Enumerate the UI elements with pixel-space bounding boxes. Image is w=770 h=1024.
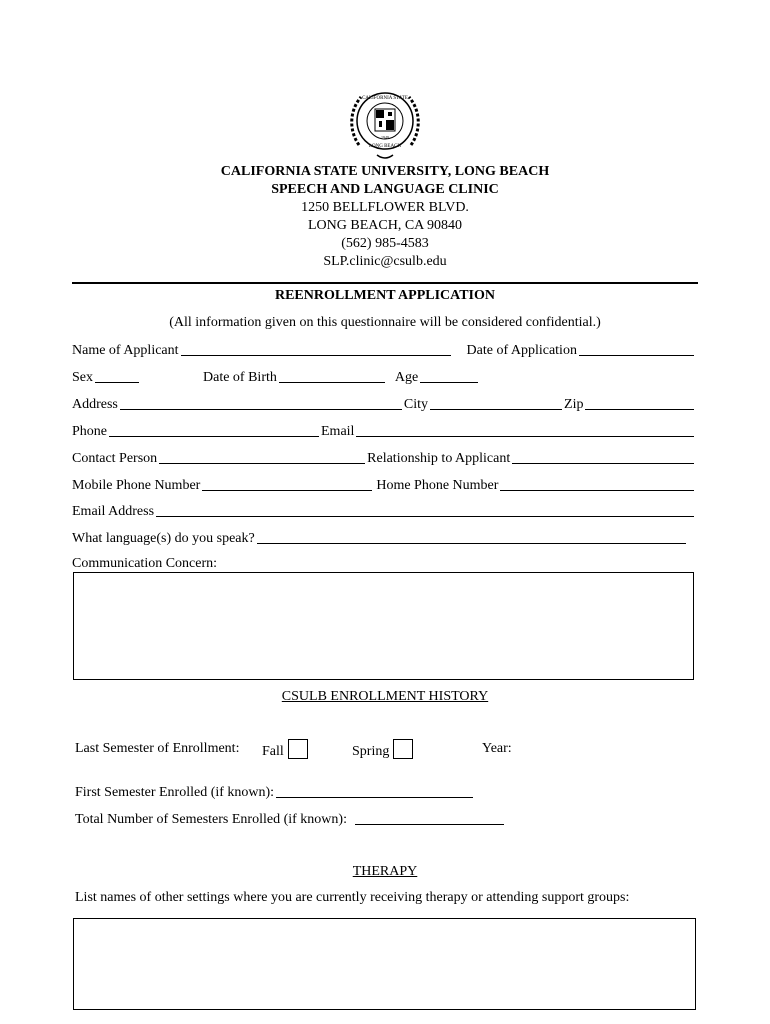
university-name: CALIFORNIA STATE UNIVERSITY, LONG BEACH — [220, 164, 550, 179]
dob-field[interactable] — [279, 369, 385, 383]
name-label: Name of Applicant — [72, 343, 179, 358]
mobile-phone-label: Mobile Phone Number — [72, 478, 201, 493]
relationship-label: Relationship to Applicant — [367, 451, 511, 466]
age-field[interactable] — [420, 369, 478, 383]
home-phone-label: Home Phone Number — [376, 478, 499, 493]
row-phone-email — [72, 422, 696, 440]
dob-label: Date of Birth — [203, 370, 277, 385]
svg-text:LONG BEACH: LONG BEACH — [368, 144, 402, 149]
svg-text:CALIFORNIA STATE: CALIFORNIA STATE — [362, 96, 408, 101]
sex-label: Sex — [72, 370, 93, 385]
concern-textbox[interactable] — [73, 572, 694, 680]
language-label: What language(s) do you speak? — [72, 531, 255, 546]
header-divider — [72, 282, 698, 284]
home-phone-field[interactable] — [500, 477, 694, 491]
clinic-phone: (562) 985-4583 — [341, 236, 429, 251]
history-heading: CSULB ENROLLMENT HISTORY — [281, 689, 489, 704]
total-semesters-field[interactable] — [355, 811, 504, 825]
city-field[interactable] — [430, 396, 562, 410]
year-label: Year: — [482, 741, 512, 756]
total-semesters-label: Total Number of Semesters Enrolled (if known): — [75, 812, 347, 827]
age-label: Age — [394, 370, 419, 385]
fall-checkbox[interactable] — [288, 739, 308, 759]
first-semester-label: First Semester Enrolled (if known): — [75, 785, 275, 800]
address-label: Address — [72, 397, 118, 412]
phone-field[interactable] — [109, 423, 319, 437]
row-languages — [72, 529, 688, 547]
city-label: City — [403, 397, 429, 412]
row-total-semesters — [75, 810, 506, 828]
sex-field[interactable] — [95, 369, 139, 383]
date-application-label: Date of Application — [466, 343, 577, 358]
contact-person-field[interactable] — [159, 450, 365, 464]
row-first-semester — [75, 783, 475, 801]
row-name — [72, 341, 696, 359]
university-seal-logo — [345, 83, 425, 163]
address-field[interactable] — [120, 396, 402, 410]
email-address-label: Email Address — [72, 504, 155, 519]
phone-label: Phone — [72, 424, 107, 439]
therapy-heading: THERAPY — [352, 864, 418, 879]
row-phones — [72, 476, 696, 494]
spring-checkbox[interactable] — [393, 739, 413, 759]
svg-text:1949: 1949 — [381, 135, 389, 140]
city-line: LONG BEACH, CA 90840 — [307, 218, 462, 233]
spring-option — [352, 739, 413, 760]
zip-label: Zip — [564, 397, 584, 412]
first-semester-field[interactable] — [276, 784, 473, 798]
fall-label: Fall — [262, 744, 284, 759]
street-address: 1250 BELLFLOWER BLVD. — [301, 200, 469, 215]
email-label: Email — [321, 424, 355, 439]
confidential-note: (All information given on this questionnaire will be considered confidential.) — [169, 315, 601, 330]
email-field[interactable] — [356, 423, 694, 437]
relationship-field[interactable] — [512, 450, 694, 464]
clinic-name: SPEECH AND LANGUAGE CLINIC — [271, 182, 499, 197]
row-contact — [72, 449, 696, 467]
spring-label: Spring — [352, 744, 390, 759]
zip-field[interactable] — [585, 396, 694, 410]
row-email-address — [72, 502, 696, 520]
fall-option — [262, 739, 308, 760]
form-title: REENROLLMENT APPLICATION — [274, 288, 495, 303]
row-sex-dob-age — [72, 368, 696, 386]
clinic-email: SLP.clinic@csulb.edu — [323, 254, 447, 269]
language-field[interactable] — [257, 530, 686, 544]
date-application-field[interactable] — [579, 342, 694, 356]
last-semester-label: Last Semester of Enrollment: — [75, 741, 240, 756]
contact-person-label: Contact Person — [72, 451, 158, 466]
other-settings-textbox[interactable] — [73, 918, 696, 1010]
name-field[interactable] — [181, 342, 451, 356]
other-settings-label: List names of other settings where you are currently receiving therapy or attending support groups: — [75, 890, 630, 905]
email-address-field[interactable] — [156, 503, 694, 517]
row-address — [72, 395, 696, 413]
concern-label: Communication Concern: — [72, 556, 218, 571]
mobile-phone-field[interactable] — [202, 477, 372, 491]
